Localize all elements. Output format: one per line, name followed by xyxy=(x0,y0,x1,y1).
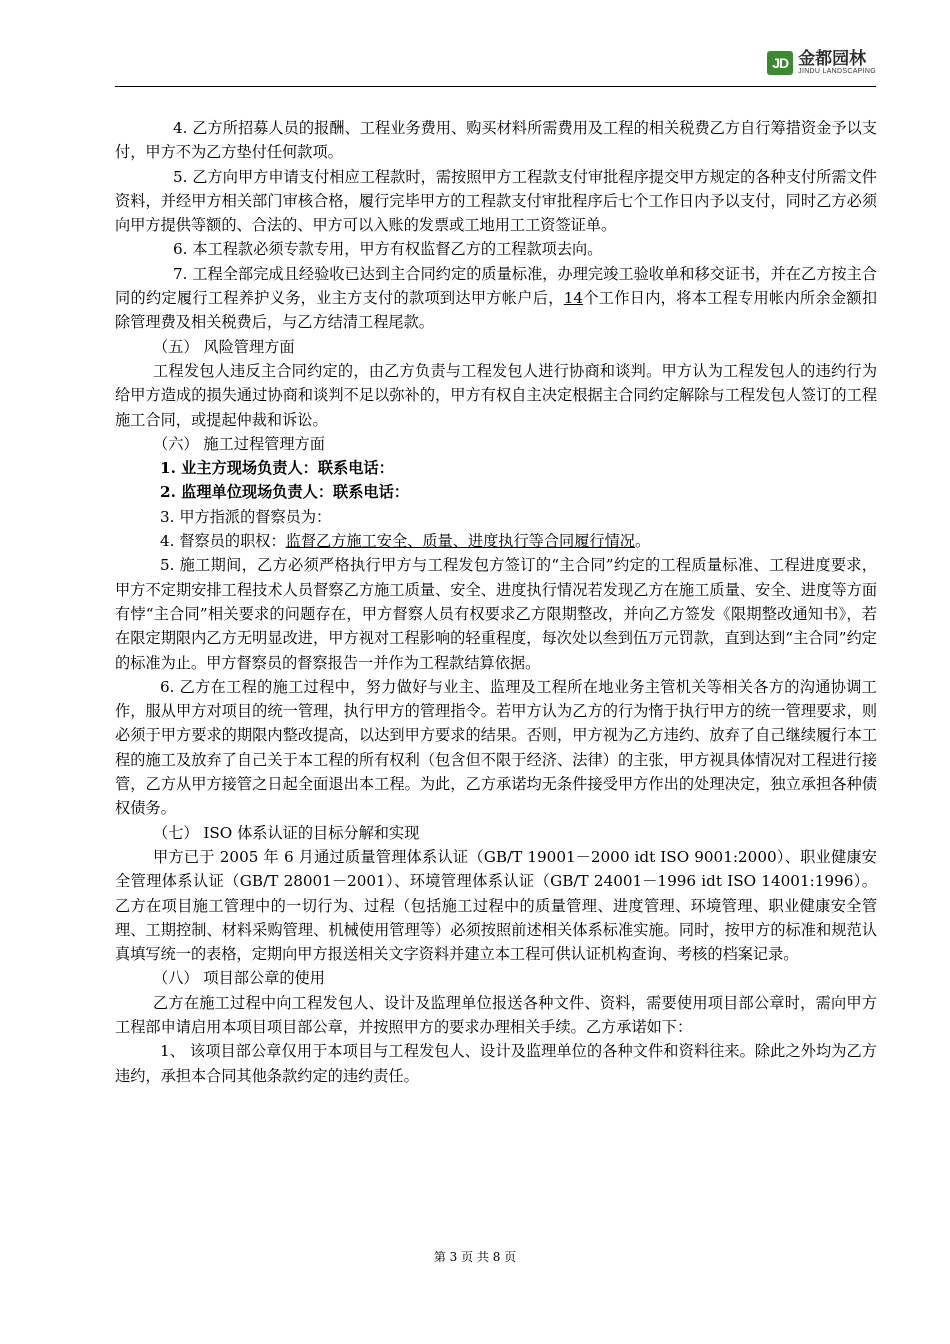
supervisor-contact-line: 2. 监理单位现场负责人：联系电话： xyxy=(160,483,409,502)
item-7-days: 14 xyxy=(563,289,584,308)
duties-label: 4. 督察员的职权： xyxy=(160,532,286,551)
construction-period-paragraph: 5. 施工期间，乙方必须严格执行甲方与工程发包方签订的“主合同”约定的工程质量标准、工程进度要求，甲方不定期安排工程技术人员督察乙方施工质量、安全、进度执行情况若发现乙方在施工质量、安全、进度等方面有悖“主合同”相关要求的问题存在，甲方督察人员有权要求乙方限期整改，并向乙方签发《限期整改通知书》，若在限定期限内乙方无明显改进，甲方视对工程影响的轻重程度，每次处以叁到伍万元罚款，直到达到“主合同”约定的标准为止。甲方督察员的督察报告一并作为工程款结算依据。 xyxy=(115,556,877,672)
section-heading-7: （七） ISO 体系认证的目标分解和实现 xyxy=(153,823,420,842)
duties-end: 。 xyxy=(634,532,651,551)
logo-chinese-name: 金都园林 xyxy=(798,49,867,69)
company-logo xyxy=(767,50,876,76)
paragraph-item-6: 6. 本工程款必须专款专用，甲方有权监督乙方的工程款项去向。 xyxy=(173,240,603,259)
logo-text xyxy=(798,50,876,76)
coordination-paragraph: 6. 乙方在工程的施工过程中，努力做好与业主、监理及工程所在地业务主管机关等相关各方的沟通协调工作，服从甲方对项目的统一管理，执行甲方的管理指令。若甲方认为乙方的行为惰于执行甲方的统一管理要求，则必须于甲方要求的期限内整改提高，以达到甲方要求的结果。否则，甲方视为乙方违约、放弃了自己继续履行本工程的施工及放弃了自己关于本工程的所有权利（包含但不限于经济、法律）的主张，甲方视具体情况对工程进行接管，乙方从甲方接管之日起全面退出本工程。为此，乙方承诺均无条件接受甲方作出的处理决定，独立承担各种债权债务。 xyxy=(115,677,877,818)
paragraph-item-4: 4. 乙方所招募人员的报酬、工程业务费用、购买材料所需费用及工程的相关税费乙方自行筹措资金予以支付，甲方不为乙方垫付任何款项。 xyxy=(115,119,877,162)
jd-logo-icon: JD xyxy=(767,51,793,75)
page-number: 第 3 页 共 8 页 xyxy=(433,1250,517,1264)
section-heading-8: （八） 项目部公章的使用 xyxy=(153,969,325,988)
seal-paragraph: 乙方在施工过程中向工程发包人、设计及监理单位报送各种文件、资料，需要使用项目部公章时，需向甲方工程部申请启用本项目项目部公章，并按照甲方的要求办理相关手续。乙方承诺如下： xyxy=(115,993,877,1036)
inspector-line: 3. 甲方指派的督察员为： xyxy=(160,507,332,526)
item-7-text-end: 个工作日内，将本工程专用帐内所余金额扣除管理费及相关税费后，与乙方结清工程尾款。 xyxy=(115,289,878,332)
section-heading-6: （六） 施工过程管理方面 xyxy=(153,434,325,453)
logo-english-name: JINDU LANDSCAPING xyxy=(798,68,876,75)
seal-item-1: 1、 该项目部公章仅用于本项目与工程发包人、设计及监理单位的各种文件和资料往来。除此之外均为乙方违约，承担本合同其他条款约定的违约责任。 xyxy=(115,1042,877,1085)
paragraph-item-7 xyxy=(115,262,877,335)
duties-text: 监督乙方施工安全、质量、进度执行等合同履行情况 xyxy=(285,532,635,551)
inspector-duties-line xyxy=(115,529,877,553)
item-7-text-start: 7. 工程全部完成且经验收已达到主合同约定的质量标准，办理完竣工验收单和移交证书，并在乙方按主合同的约定履行工程养护义务，业主方支付的款项到达甲方帐户后， xyxy=(115,264,877,308)
risk-paragraph: 工程发包人违反主合同约定的，由乙方负责与工程发包人进行协商和谈判。甲方认为工程发包人的违约行为给甲方造成的损失通过协商和谈判不足以弥补的，甲方有权自主决定根据主合同约定解除与工程发包人签订的工程施工合同，或提起仲裁和诉讼。 xyxy=(115,361,877,429)
document-body xyxy=(115,116,877,1088)
owner-contact-line: 1. 业主方现场负责人：联系电话： xyxy=(160,459,394,478)
paragraph-item-5: 5. 乙方向甲方申请支付相应工程款时，需按照甲方工程款支付审批程序提交甲方规定的各种支付所需文件资料，并经甲方相关部门审核合格，履行完毕甲方的工程款支付审批程序后七个工作日内予以支付，同时乙方必须向甲方提供等额的、合法的、甲方可以入账的发票或工地用工工资签证单。 xyxy=(115,167,877,235)
iso-paragraph: 甲方已于 2005 年 6 月通过质量管理体系认证（GB/T 19001－2000 idt ISO 9001:2000）、职业健康安全管理体系认证（GB/T 28001－2001）、环境管理体系认证（GB/T 24001－1996 idt ISO 14001:1996）。乙方在项目施工管理中的一切行为、过程（包括施工过程中的质量管理、进度管理、环境管理、职业健康安全管理、工期控制、材料采购管理、机械使用管理等）必须按照前述相关体系标准实施。同时，按甲方的标准和规范认真填写统一的表格，定期向甲方报送相关文字资料并建立本工程可供认证机构查询、考核的档案记录。 xyxy=(115,847,877,964)
page-header xyxy=(115,40,876,87)
section-heading-5: （五） 风险管理方面 xyxy=(153,337,295,356)
